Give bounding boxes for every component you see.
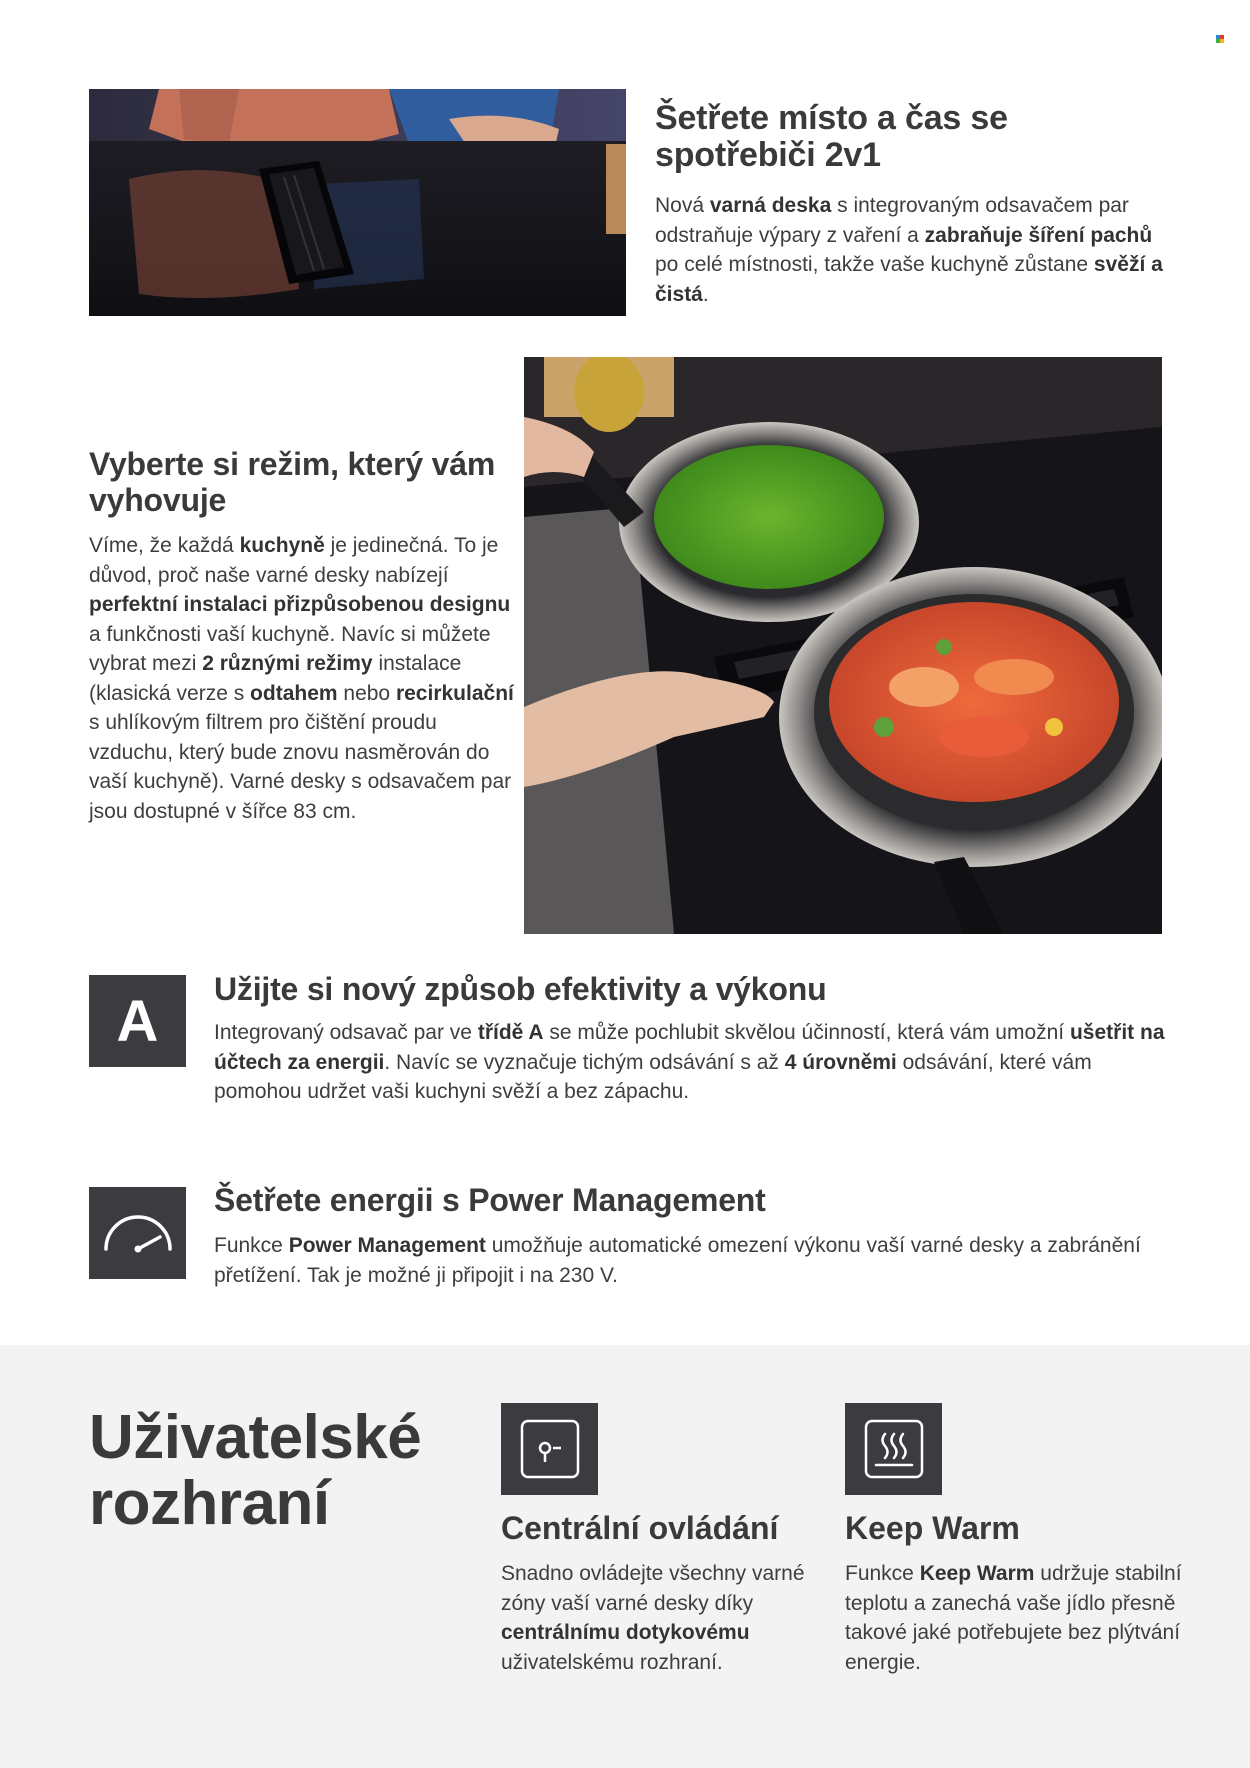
energy-class-letter: A <box>116 988 159 1054</box>
cooking-pans-photo <box>524 357 1162 934</box>
emphasis-text: ušetřit na účtech za energii <box>214 1021 1165 1074</box>
feature-title-power: Šetřete energii s Power Management <box>214 1182 766 1218</box>
brand-mark <box>1216 35 1225 44</box>
keep-warm-text: Funkce Keep Warm udržuje stabilní teplotu a zanechá vaše jídlo přesně takové jaké potřebujete bez plýtvání energie. <box>845 1562 1182 1674</box>
ui-section-title: Uživatelské rozhraní <box>89 1403 422 1538</box>
emphasis-text: odtahem <box>250 681 338 705</box>
emphasis-text: 2 různými režimy <box>202 652 373 675</box>
feature-title-efficiency: Užijte si nový způsob efektivity a výkonu <box>214 971 827 1007</box>
central-control-title: Centrální ovládání <box>501 1510 779 1546</box>
emphasis-text: varná deska <box>709 194 832 217</box>
section-text-space-saving: Nová varná deska s integrovaným odsavačem par odstraňuje výpary z vaření a zabraňuje šíření pachů po celé místnosti, takže vaše kuchyně zůstane svěží a čistá. <box>655 194 1163 306</box>
touch-control-icon <box>501 1403 598 1495</box>
emphasis-text: Keep Warm <box>919 1562 1035 1585</box>
section-title-space-saving: Šetřete místo a čas se spotřebiči 2v1 <box>655 99 1008 174</box>
emphasis-text: Power Management <box>288 1234 486 1257</box>
feature-text-power: Funkce Power Management umožňuje automatické omezení výkonu vaší varné desky a zabránění přetížení. Tak je možné ji připojit i na 230 V. <box>214 1234 1141 1287</box>
emphasis-text: 4 úrovněmi <box>784 1050 897 1074</box>
emphasis-text: centrálnímu dotykovému <box>501 1621 750 1644</box>
emphasis-text: perfektní instalaci přizpůsobenou designu <box>89 593 511 616</box>
central-control-text: Snadno ovládejte všechny varné zóny vaší varné desky díky centrálnímu dotykovému uživatelskému rozhraní. <box>501 1562 805 1674</box>
keep-warm-icon <box>845 1403 942 1495</box>
emphasis-text: kuchyně <box>239 534 325 557</box>
feature-text-efficiency: Integrovaný odsavač par ve třídě A se může pochlubit skvělou účinností, která vám umožní ušetřit na účtech za energii. Navíc se vyznačuje tichým odsávání s až 4 úrovněmi odsávání, které vám pomohou udržet vaši kuchyni svěží a bez zápachu. <box>214 1021 1165 1103</box>
energy-class-icon <box>89 975 186 1067</box>
emphasis-text: zabraňuje šíření pachů <box>924 223 1153 247</box>
emphasis-text: recirkulační <box>395 681 514 705</box>
section-text-mode: Víme, že každá kuchyně je jedinečná. To je důvod, proč naše varné desky nabízejí perfektní instalaci přizpůsobenou designu a funkčnosti vaší kuchyně. Navíc si můžete vybrat mezi 2 různými režimy instalace (klasická verze s odtahem nebo recirkulační s uhlíkovým filtrem pro čištění proudu vzduchu, který bude znovu nasměrován do vaší kuchyně). Varné desky s odsavačem par jsou dostupné v šířce 83 cm. <box>89 534 514 823</box>
hob-extractor-photo <box>89 89 626 316</box>
emphasis-text: třídě A <box>477 1021 544 1044</box>
emphasis-text: svěží a čistá <box>655 253 1163 306</box>
section-title-mode: Vyberte si režim, který vám vyhovuje <box>89 446 496 518</box>
keep-warm-title: Keep Warm <box>845 1510 1020 1546</box>
gauge-icon <box>89 1187 186 1279</box>
